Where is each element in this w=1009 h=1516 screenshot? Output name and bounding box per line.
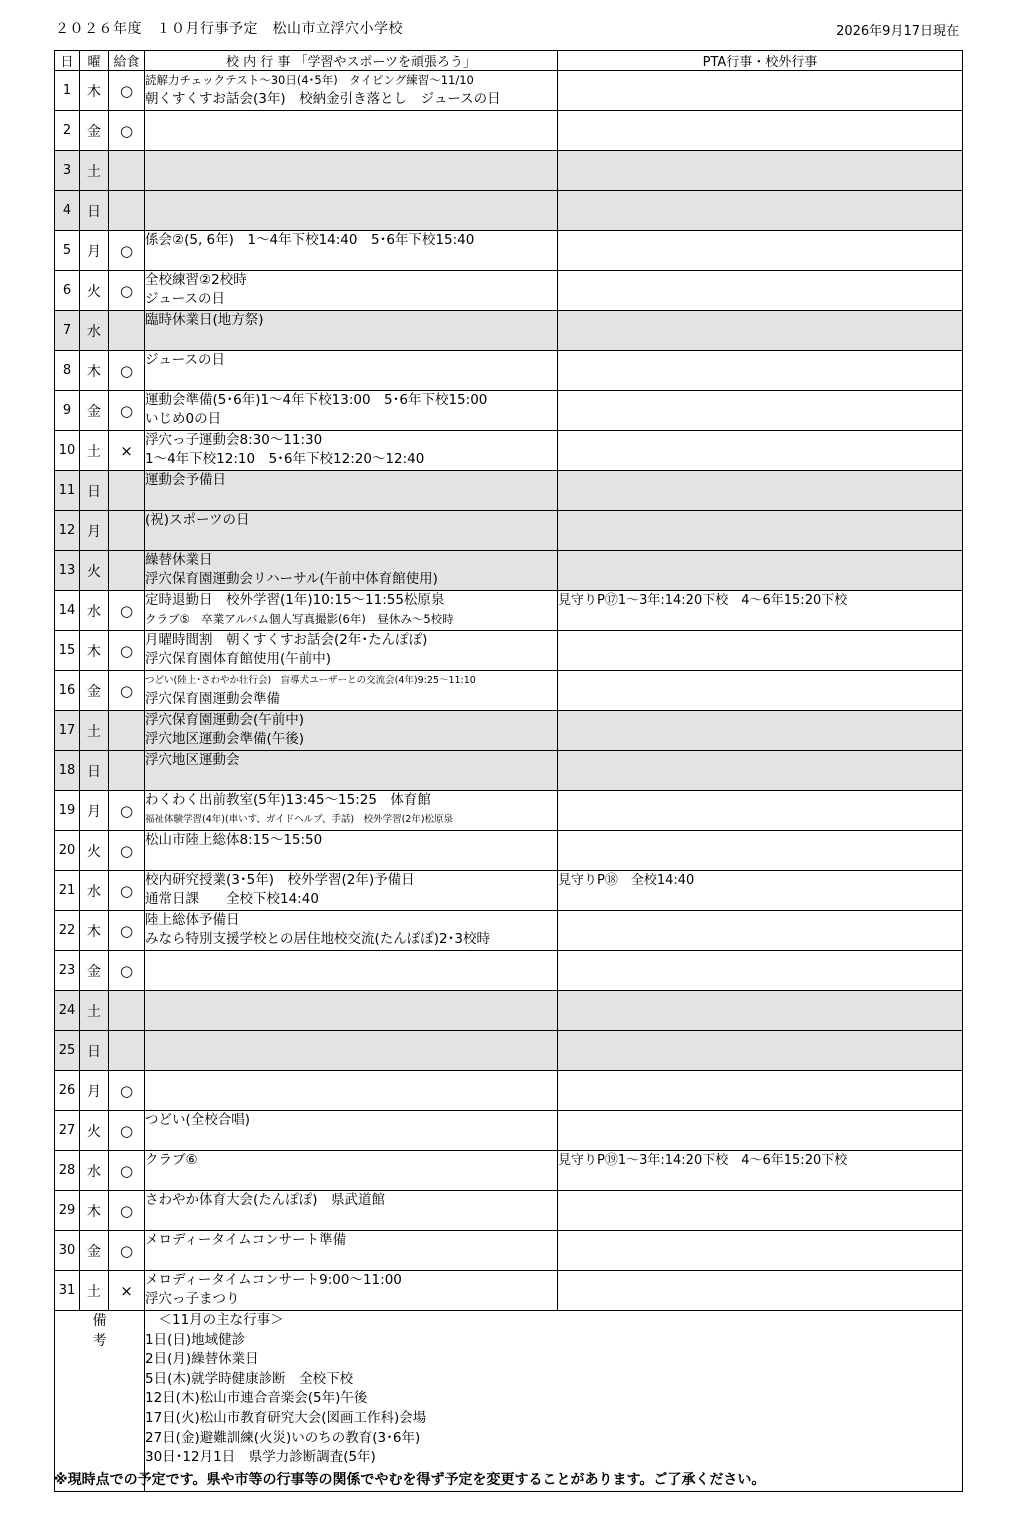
school-events-cell xyxy=(145,1071,558,1111)
lunch-mark xyxy=(109,311,145,351)
lunch-mark xyxy=(109,751,145,791)
day-number: 25 xyxy=(55,1031,80,1071)
weekday: 水 xyxy=(80,311,109,351)
day-number: 20 xyxy=(55,831,80,871)
day-row xyxy=(55,351,963,391)
pta-event-line: 見守りP⑰1～3年:14:20下校 4～6年15:20下校 xyxy=(558,593,848,608)
weekday: 木 xyxy=(80,71,109,111)
pta-events-cell xyxy=(558,551,963,591)
pta-events-cell xyxy=(558,951,963,991)
day-row xyxy=(55,1031,963,1071)
lunch-mark: ○ xyxy=(109,631,145,671)
pta-events-cell xyxy=(558,671,963,711)
school-events-cell xyxy=(145,191,558,231)
notes-label-2: 考 xyxy=(92,1333,107,1349)
school-events-cell xyxy=(145,271,558,311)
day-row xyxy=(55,271,963,311)
day-number: 15 xyxy=(55,631,80,671)
pta-events-cell xyxy=(558,1231,963,1271)
weekday: 木 xyxy=(80,631,109,671)
day-number: 19 xyxy=(55,791,80,831)
school-events-cell xyxy=(145,71,558,111)
day-number: 7 xyxy=(55,311,80,351)
day-row xyxy=(55,191,963,231)
lunch-mark: × xyxy=(109,1271,145,1311)
day-number: 1 xyxy=(55,71,80,111)
weekday: 土 xyxy=(80,1271,109,1311)
day-number: 18 xyxy=(55,751,80,791)
school-events-cell xyxy=(145,591,558,631)
school-event-line: つどい(全校合唱) xyxy=(145,1112,251,1128)
school-event-line: 福祉体験学習(4年)(車いす、ガイドヘルプ、手話) 校外学習(2年)松原泉 xyxy=(145,814,454,825)
lunch-mark: ○ xyxy=(109,1231,145,1271)
weekday: 土 xyxy=(80,991,109,1031)
day-number: 5 xyxy=(55,231,80,271)
weekday: 水 xyxy=(80,591,109,631)
day-number: 17 xyxy=(55,711,80,751)
col-header-weekday: 曜 xyxy=(80,51,109,71)
school-event-line: 浮穴保育園運動会準備 xyxy=(145,691,280,707)
notes-line: ＜11月の主な行事＞ xyxy=(145,1312,284,1328)
school-events-cell xyxy=(145,631,558,671)
school-event-line: ジュースの日 xyxy=(145,352,226,368)
pta-events-cell xyxy=(558,1191,963,1231)
school-event-line: 陸上総体予備日 xyxy=(145,912,240,928)
school-events-cell xyxy=(145,551,558,591)
notes-label xyxy=(55,1311,145,1492)
school-event-line: 浮穴地区運動会 xyxy=(145,752,240,768)
pta-events-cell xyxy=(558,431,963,471)
school-event-line: 浮穴保育園体育館使用(午前中) xyxy=(145,651,332,667)
table-header-row xyxy=(55,51,963,71)
col-header-lunch: 給食 xyxy=(109,51,145,71)
lunch-mark: ○ xyxy=(109,71,145,111)
day-number: 31 xyxy=(55,1271,80,1311)
day-row xyxy=(55,631,963,671)
day-row xyxy=(55,591,963,631)
notes-label-1: 備 xyxy=(92,1313,107,1329)
day-number: 4 xyxy=(55,191,80,231)
day-number: 13 xyxy=(55,551,80,591)
school-events-cell xyxy=(145,871,558,911)
weekday: 日 xyxy=(80,471,109,511)
lunch-mark: ○ xyxy=(109,671,145,711)
weekday: 土 xyxy=(80,711,109,751)
school-events-cell xyxy=(145,951,558,991)
school-event-line: 運動会準備(5･6年)1～4年下校13:00 5･6年下校15:00 xyxy=(145,392,488,408)
school-events-cell xyxy=(145,311,558,351)
day-row xyxy=(55,1151,963,1191)
school-event-line: 松山市陸上総体8:15～15:50 xyxy=(145,832,323,848)
lunch-mark: ○ xyxy=(109,591,145,631)
school-events-cell xyxy=(145,351,558,391)
school-event-line: ジュースの日 xyxy=(145,291,226,307)
day-row xyxy=(55,391,963,431)
pta-events-cell xyxy=(558,111,963,151)
weekday: 木 xyxy=(80,351,109,391)
school-event-line: いじめ0の日 xyxy=(145,411,222,427)
school-event-line: 臨時休業日(地方祭) xyxy=(145,312,264,328)
day-number: 29 xyxy=(55,1191,80,1231)
day-row xyxy=(55,711,963,751)
school-events-cell xyxy=(145,511,558,551)
day-number: 30 xyxy=(55,1231,80,1271)
pta-events-cell xyxy=(558,351,963,391)
day-row xyxy=(55,431,963,471)
school-event-line: 浮穴保育園運動会(午前中) xyxy=(145,712,305,728)
pta-event-line: 見守りP⑱ 全校14:40 xyxy=(558,873,695,888)
as-of-date: 2026年9月17日現在 xyxy=(836,24,959,39)
notes-line: 12日(木)松山市連合音楽会(5年)午後 xyxy=(145,1390,368,1407)
lunch-mark: ○ xyxy=(109,911,145,951)
school-event-line: メロディータイムコンサート9:00～11:00 xyxy=(145,1272,402,1288)
pta-events-cell xyxy=(558,151,963,191)
day-number: 16 xyxy=(55,671,80,711)
weekday: 金 xyxy=(80,951,109,991)
day-number: 26 xyxy=(55,1071,80,1111)
lunch-mark: ○ xyxy=(109,271,145,311)
school-events-cell xyxy=(145,1231,558,1271)
pta-events-cell xyxy=(558,871,963,911)
notes-line: 5日(木)就学時健康診断 全校下校 xyxy=(145,1370,354,1387)
weekday: 金 xyxy=(80,111,109,151)
school-event-line: みなら特別支援学校との居住地校交流(たんぽぽ)2･3校時 xyxy=(145,931,490,947)
pta-events-cell xyxy=(558,271,963,311)
school-event-line: (祝)スポーツの日 xyxy=(145,512,250,528)
school-event-line: つどい(陸上･さわやか壮行会) 盲導犬ユーザーとの交流会(4年)9:25～11:10 xyxy=(145,675,476,686)
page-title: ２０２６年度 １０月行事予定 松山市立浮穴小学校 xyxy=(55,21,403,37)
lunch-mark: ○ xyxy=(109,1191,145,1231)
days-body xyxy=(55,71,963,1311)
day-row xyxy=(55,871,963,911)
pta-events-cell xyxy=(558,591,963,631)
lunch-mark xyxy=(109,471,145,511)
pta-events-cell xyxy=(558,631,963,671)
lunch-mark xyxy=(109,191,145,231)
lunch-mark: ○ xyxy=(109,351,145,391)
weekday: 土 xyxy=(80,151,109,191)
weekday: 火 xyxy=(80,831,109,871)
weekday: 水 xyxy=(80,1151,109,1191)
school-event-line: 浮穴っ子まつり xyxy=(145,1291,240,1307)
school-event-line: 繰替休業日 xyxy=(145,552,213,568)
weekday: 日 xyxy=(80,1031,109,1071)
weekday: 日 xyxy=(80,191,109,231)
pta-events-cell xyxy=(558,1031,963,1071)
school-event-line: 読解力チェックテスト～30日(4･5年) タイピング練習～11/10 xyxy=(145,73,474,87)
day-number: 28 xyxy=(55,1151,80,1191)
notes-line: 17日(火)松山市教育研究大会(図画工作科)会場 xyxy=(145,1409,427,1426)
pta-events-cell xyxy=(558,1111,963,1151)
school-events-cell xyxy=(145,991,558,1031)
weekday: 金 xyxy=(80,1231,109,1271)
day-row xyxy=(55,1231,963,1271)
day-row xyxy=(55,511,963,551)
pta-events-cell xyxy=(558,791,963,831)
day-row xyxy=(55,911,963,951)
day-row xyxy=(55,471,963,511)
pta-events-cell xyxy=(558,751,963,791)
calendar-table xyxy=(54,50,963,1492)
day-number: 11 xyxy=(55,471,80,511)
day-row xyxy=(55,1191,963,1231)
day-row xyxy=(55,1271,963,1311)
pta-events-cell xyxy=(558,71,963,111)
day-number: 21 xyxy=(55,871,80,911)
lunch-mark xyxy=(109,1031,145,1071)
lunch-mark: ○ xyxy=(109,1111,145,1151)
school-event-line: 通常日課 全校下校14:40 xyxy=(145,891,319,907)
pta-events-cell xyxy=(558,471,963,511)
day-number: 23 xyxy=(55,951,80,991)
notes-line: 1日(日)地域健診 xyxy=(145,1331,246,1348)
weekday: 月 xyxy=(80,511,109,551)
lunch-mark xyxy=(109,151,145,191)
school-events-cell xyxy=(145,1151,558,1191)
school-events-cell xyxy=(145,671,558,711)
day-row xyxy=(55,991,963,1031)
notes-content xyxy=(145,1311,963,1492)
weekday: 木 xyxy=(80,1191,109,1231)
pta-events-cell xyxy=(558,311,963,351)
lunch-mark: ○ xyxy=(109,391,145,431)
school-event-line: 浮穴っ子運動会8:30～11:30 xyxy=(145,432,323,448)
school-event-line: 朝くすくすお話会(3年) 校納金引き落とし ジュースの日 xyxy=(145,91,501,107)
pta-events-cell xyxy=(558,1271,963,1311)
weekday: 日 xyxy=(80,751,109,791)
school-events-cell xyxy=(145,1031,558,1071)
school-events-cell xyxy=(145,791,558,831)
day-row xyxy=(55,111,963,151)
day-row xyxy=(55,71,963,111)
notes-line: 30日･12月1日 県学力診断調査(5年) xyxy=(145,1449,376,1466)
weekday: 土 xyxy=(80,431,109,471)
school-event-line: 定時退勤日 校外学習(1年)10:15～11:55松原泉 xyxy=(145,592,445,608)
school-event-line: クラブ⑥ xyxy=(145,1152,198,1168)
day-row xyxy=(55,311,963,351)
school-events-cell xyxy=(145,111,558,151)
day-number: 9 xyxy=(55,391,80,431)
lunch-mark: ○ xyxy=(109,951,145,991)
footer-note: ※現時点での予定です。県や市等の行事等の関係でやむを得ず予定を変更することがあります。ご了承ください。 xyxy=(54,1472,766,1488)
school-event-line: 浮穴保育園運動会リハーサル(午前中体育館使用) xyxy=(145,571,438,587)
lunch-mark: ○ xyxy=(109,111,145,151)
lunch-mark: ○ xyxy=(109,1071,145,1111)
school-events-cell xyxy=(145,1111,558,1151)
day-row xyxy=(55,551,963,591)
lunch-mark: ○ xyxy=(109,791,145,831)
weekday: 月 xyxy=(80,791,109,831)
notes-row xyxy=(55,1311,963,1492)
notes-line: 2日(月)繰替休業日 xyxy=(145,1351,259,1368)
day-row xyxy=(55,151,963,191)
day-number: 10 xyxy=(55,431,80,471)
day-number: 27 xyxy=(55,1111,80,1151)
weekday: 火 xyxy=(80,551,109,591)
school-event-line: 浮穴地区運動会準備(午後) xyxy=(145,731,305,747)
school-event-line: クラブ⑤ 卒業アルバム個人写真撮影(6年) 昼休み～5校時 xyxy=(145,612,454,626)
school-events-cell xyxy=(145,431,558,471)
col-header-day: 日 xyxy=(55,51,80,71)
school-event-line: わくわく出前教室(5年)13:45～15:25 体育館 xyxy=(145,792,431,808)
pta-events-cell xyxy=(558,711,963,751)
school-events-cell xyxy=(145,911,558,951)
day-number: 2 xyxy=(55,111,80,151)
col-header-school-events: 校 内 行 事 「学習やスポーツを頑張ろう」 xyxy=(145,51,558,71)
weekday: 木 xyxy=(80,911,109,951)
day-row xyxy=(55,951,963,991)
school-events-cell xyxy=(145,711,558,751)
school-events-cell xyxy=(145,471,558,511)
weekday: 月 xyxy=(80,231,109,271)
weekday: 火 xyxy=(80,271,109,311)
day-number: 14 xyxy=(55,591,80,631)
school-event-line: 全校練習②2校時 xyxy=(145,272,247,288)
school-events-cell xyxy=(145,831,558,871)
school-event-line: 係会②(5, 6年) 1～4年下校14:40 5･6年下校15:40 xyxy=(145,232,475,248)
pta-events-cell xyxy=(558,991,963,1031)
day-row xyxy=(55,671,963,711)
lunch-mark: × xyxy=(109,431,145,471)
pta-events-cell xyxy=(558,831,963,871)
day-number: 6 xyxy=(55,271,80,311)
day-number: 3 xyxy=(55,151,80,191)
pta-events-cell xyxy=(558,911,963,951)
day-row xyxy=(55,1071,963,1111)
day-row xyxy=(55,791,963,831)
pta-events-cell xyxy=(558,391,963,431)
school-event-line: 校内研究授業(3･5年) 校外学習(2年)予備日 xyxy=(145,872,415,888)
lunch-mark: ○ xyxy=(109,831,145,871)
school-events-cell xyxy=(145,231,558,271)
lunch-mark xyxy=(109,511,145,551)
school-event-line: メロディータイムコンサート準備 xyxy=(145,1232,347,1248)
weekday: 水 xyxy=(80,871,109,911)
school-events-cell xyxy=(145,1271,558,1311)
school-event-line: 1～4年下校12:10 5･6年下校12:20～12:40 xyxy=(145,451,425,467)
day-number: 22 xyxy=(55,911,80,951)
day-number: 12 xyxy=(55,511,80,551)
lunch-mark: ○ xyxy=(109,871,145,911)
pta-events-cell xyxy=(558,1151,963,1191)
day-row xyxy=(55,831,963,871)
day-row xyxy=(55,231,963,271)
lunch-mark xyxy=(109,711,145,751)
pta-events-cell xyxy=(558,191,963,231)
school-event-line: 月曜時間割 朝くすくすお話会(2年･たんぽぽ) xyxy=(145,632,428,648)
day-number: 8 xyxy=(55,351,80,391)
day-row xyxy=(55,1111,963,1151)
school-events-cell xyxy=(145,151,558,191)
lunch-mark xyxy=(109,991,145,1031)
school-events-cell xyxy=(145,751,558,791)
school-events-cell xyxy=(145,1191,558,1231)
school-event-line: さわやか体育大会(たんぽぽ) 県武道館 xyxy=(145,1192,386,1208)
weekday: 金 xyxy=(80,391,109,431)
pta-events-cell xyxy=(558,1071,963,1111)
school-event-line: 運動会予備日 xyxy=(145,472,226,488)
day-row xyxy=(55,751,963,791)
pta-event-line: 見守りP⑲1～3年:14:20下校 4～6年15:20下校 xyxy=(558,1153,848,1168)
lunch-mark xyxy=(109,551,145,591)
school-events-cell xyxy=(145,391,558,431)
weekday: 月 xyxy=(80,1071,109,1111)
pta-events-cell xyxy=(558,511,963,551)
lunch-mark: ○ xyxy=(109,1151,145,1191)
weekday: 金 xyxy=(80,671,109,711)
lunch-mark: ○ xyxy=(109,231,145,271)
day-number: 24 xyxy=(55,991,80,1031)
pta-events-cell xyxy=(558,231,963,271)
col-header-pta-events: PTA行事・校外行事 xyxy=(558,51,963,71)
weekday: 火 xyxy=(80,1111,109,1151)
notes-line: 27日(金)避難訓練(火災)いのちの教育(3･6年) xyxy=(145,1429,421,1446)
